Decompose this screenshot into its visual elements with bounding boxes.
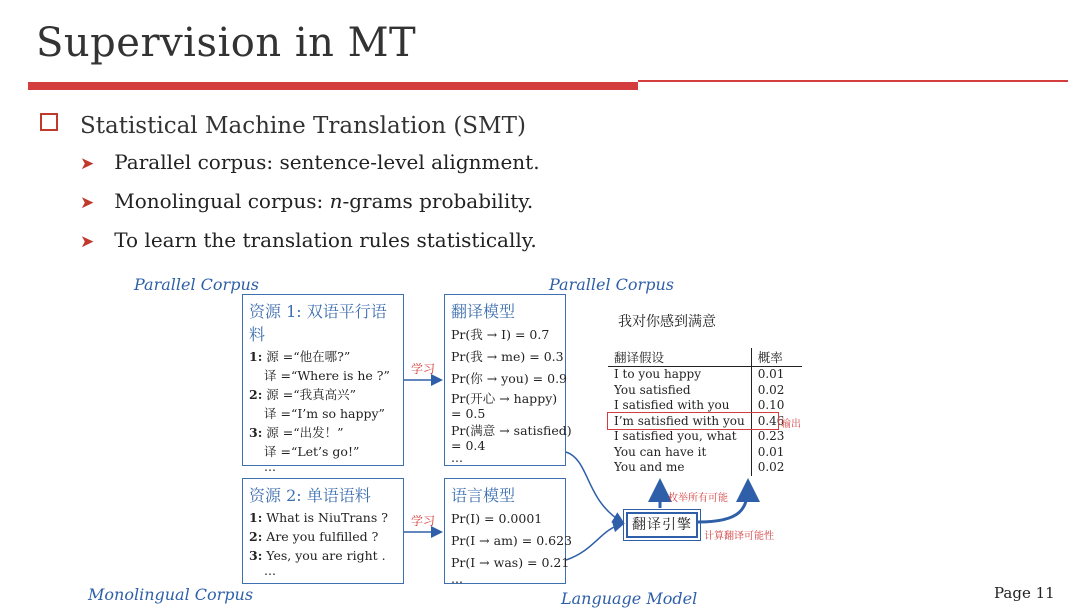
caption-monolingual-corpus: Monolingual Corpus xyxy=(88,585,254,604)
corpus-line: 1: 源 =“他在哪?” xyxy=(249,349,351,364)
slide-title: Supervision in MT xyxy=(36,20,417,66)
corpus-line: 译 =“Let’s go!” xyxy=(264,444,360,459)
model-line: Pr(你 → you) = 0.9 xyxy=(451,371,567,386)
table-row: You satisfied 0.02 xyxy=(608,383,802,399)
sub-bullet-text: To learn the translation rules statistically. xyxy=(114,228,537,252)
corpus-ellipsis: ... xyxy=(264,459,276,474)
model-line: Pr(满意 → satisfied) xyxy=(451,423,572,438)
table-row: You can have it 0.01 xyxy=(608,445,802,461)
sub-bullet-text-end: -grams probability. xyxy=(342,189,534,213)
table-row: I satisfied you, what 0.23 xyxy=(608,429,802,445)
language-model-title: 语言模型 xyxy=(451,486,516,505)
resource1-title: 资源 1: 双语平行语料 xyxy=(249,302,387,344)
model-line: Pr(I → am) = 0.623 xyxy=(451,533,573,548)
model-line: Pr(I → was) = 0.21 xyxy=(451,555,570,570)
page-number: Page 11 xyxy=(994,584,1055,602)
compute-note: 计算翻译可能性 xyxy=(704,531,774,542)
table-row: You and me 0.02 xyxy=(608,460,802,476)
learn-label-top: 学习 xyxy=(411,362,436,376)
table-row: I satisfied with you 0.10 xyxy=(608,398,802,414)
model-line: Pr(I) = 0.0001 xyxy=(451,511,543,526)
arrow-bullet-icon: ➤ xyxy=(80,154,95,174)
translation-model-title: 翻译模型 xyxy=(451,302,516,321)
model-line: Pr(我 → I) = 0.7 xyxy=(451,327,550,342)
corpus-line: 3: Yes, you are right . xyxy=(249,548,386,563)
arrow-bullet-icon: ➤ xyxy=(80,193,95,213)
enumerate-note: 枚举所有可能 xyxy=(668,493,728,504)
output-label: 输出 xyxy=(781,419,801,430)
translation-engine-box: 翻译引擎 xyxy=(626,512,698,538)
source-sentence: 我对你感到满意 xyxy=(618,314,716,330)
model-line: Pr(我 → me) = 0.3 xyxy=(451,349,564,364)
model-ellipsis: ... xyxy=(451,450,463,465)
output-highlight-box xyxy=(607,412,779,430)
sub-bullet-italic: n xyxy=(329,189,343,213)
corpus-line: 3: 源 =“出发！” xyxy=(249,425,344,440)
header-hypothesis: 翻译假设 xyxy=(608,348,751,367)
model-line: = 0.5 xyxy=(451,406,486,421)
caption-language-model: Language Model xyxy=(561,589,698,608)
model-line: = 0.4 xyxy=(451,438,486,453)
corpus-line: 1: What is NiuTrans ? xyxy=(249,510,388,525)
sub-bullet-text: Parallel corpus: sentence-level alignment. xyxy=(114,150,540,174)
sub-bullet-text: Monolingual corpus: xyxy=(114,189,330,213)
arrow-bullet-icon: ➤ xyxy=(80,232,95,252)
corpus-ellipsis: ... xyxy=(264,563,276,578)
caption-parallel-corpus-right: Parallel Corpus xyxy=(549,275,674,294)
learn-label-bottom: 学习 xyxy=(411,514,436,528)
corpus-line: 2: Are you fulfilled ? xyxy=(249,529,379,544)
resource2-title: 资源 2: 单语语料 xyxy=(249,486,371,505)
lm-to-engine-arrow xyxy=(566,524,622,560)
table-row-selected: I’m satisfied with you 0.46 xyxy=(608,414,802,430)
header-probability: 概率 xyxy=(751,348,802,367)
model-line: Pr(开心 → happy) xyxy=(451,391,558,406)
corpus-line: 译 =“I’m so happy” xyxy=(264,406,385,421)
corpus-line: 译 =“Where is he ?” xyxy=(264,368,390,383)
corpus-line: 2: 源 =“我真高兴” xyxy=(249,387,357,402)
table-row: I to you happy 0.01 xyxy=(608,367,802,383)
model-ellipsis: ... xyxy=(451,571,463,586)
caption-parallel-corpus-left: Parallel Corpus xyxy=(134,275,259,294)
main-bullet-text: Statistical Machine Translation (SMT) xyxy=(80,113,526,139)
